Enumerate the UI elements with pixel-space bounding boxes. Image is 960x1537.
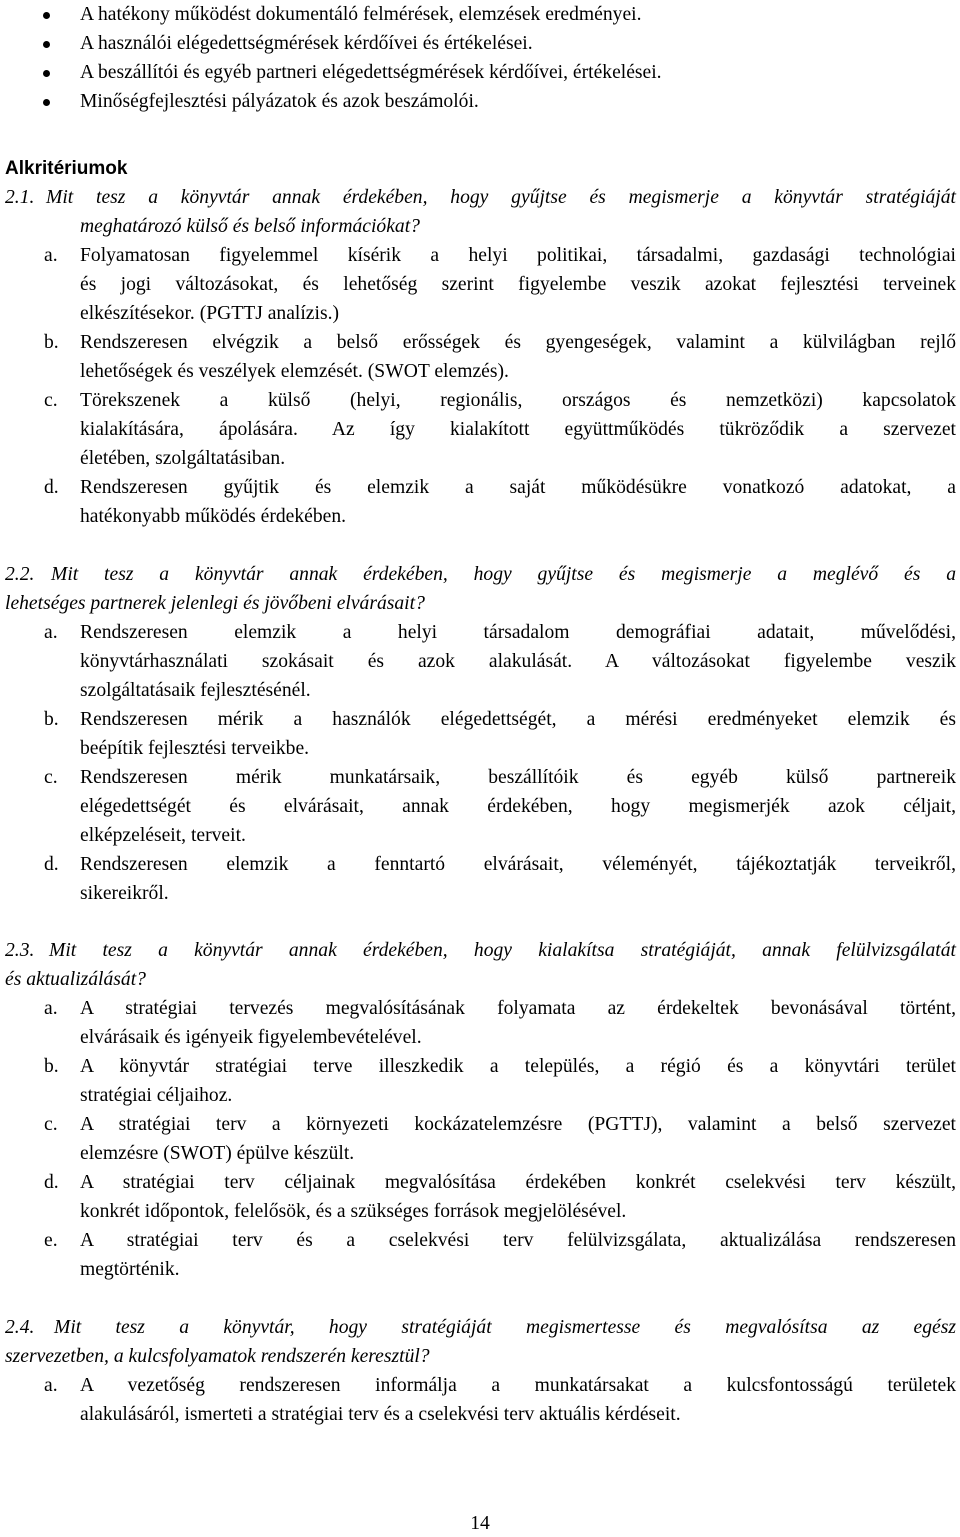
item-marker: b. (44, 709, 59, 730)
bullet-text: A használói elégedettségmérések kérdőívei és értékelései. (80, 33, 533, 54)
item-line: A stratégiai tervezés megvalósításának folyamata az érdekeltek bevonásával történt, (80, 998, 956, 1019)
item-line: szolgáltatásaik fejlesztésénél. (80, 680, 311, 701)
question-line: Mit tesz a könyvtár annak érdekében, hogy gyűjtse és megismerje a könyvtár stratégiáját (46, 187, 956, 208)
item-marker: a. (44, 245, 58, 266)
item-line: elképzeléseit, terveit. (80, 825, 246, 846)
item-line: megtörténik. (80, 1259, 180, 1280)
item-marker: a. (44, 998, 58, 1019)
section-number: 2.2. (5, 564, 35, 585)
item-line: hatékonyabb működés érdekében. (80, 506, 347, 527)
question-line: szervezetben, a kulcsfolyamatok rendszerén keresztül? (5, 1346, 430, 1367)
bullet-icon (43, 99, 50, 106)
item-marker: d. (44, 854, 59, 875)
item-line: Rendszeresen elemzik a helyi társadalom demográfiai adatait, művelődési, (80, 622, 956, 643)
item-marker: a. (44, 622, 58, 643)
item-line: A stratégiai terv céljainak megvalósítása érdekében konkrét cselekvési terv készült, (80, 1172, 956, 1193)
item-line: Törekszenek a külső (helyi, regionális, országos és nemzetközi) kapcsolatok (80, 390, 956, 411)
bullet-text: Minőségfejlesztési pályázatok és azok beszámolói. (80, 91, 479, 112)
item-line: stratégiai céljaihoz. (80, 1085, 233, 1106)
question-line: lehetséges partnerek jelenlegi és jövőbeni elvárásait? (5, 593, 425, 614)
item-line: A könyvtár stratégiai terve illeszkedik a település, a régió és a könyvtári terület (80, 1056, 956, 1077)
item-line: beépítik fejlesztési terveikbe. (80, 738, 310, 759)
item-marker: c. (44, 767, 58, 788)
question-line: Mit tesz a könyvtár annak érdekében, hogy kialakítsa stratégiáját, annak felülvizsgálatát (49, 940, 956, 961)
page-number: 14 (470, 1513, 490, 1534)
bullet-icon (43, 12, 50, 19)
item-marker: d. (44, 1172, 59, 1193)
bullet-text: A hatékony működést dokumentáló felmérések, elemzések eredményei. (80, 4, 642, 25)
item-line: sikereikről. (80, 883, 169, 904)
question-line: Mit tesz a könyvtár annak érdekében, hogy gyűjtse és megismerje a meglévő és a (51, 564, 956, 585)
question-line: meghatározó külső és belső információkat? (80, 216, 420, 237)
item-line: Rendszeresen elemzik a fenntartó elvárásait, véleményét, tájékoztatják terveikről, (80, 854, 956, 875)
section-heading: Alkritériumok (5, 158, 128, 179)
section-number: 2.3. (5, 940, 35, 961)
bullet-icon (43, 70, 50, 77)
item-line: A stratégiai terv a környezeti kockázatelemzésre (PGTTJ), valamint a belső szervezet (80, 1114, 956, 1135)
bullet-icon (43, 41, 50, 48)
item-line: életében, szolgáltatásiban. (80, 448, 286, 469)
question-line: Mit tesz a könyvtár, hogy stratégiáját megismertesse és megvalósítsa az egész (54, 1317, 956, 1338)
item-line: elégedettségét és elvárásait, annak érdekében, hogy megismerjék azok céljait, (80, 796, 956, 817)
item-line: Rendszeresen mérik a használók elégedettségét, a mérési eredményeket elemzik és (80, 709, 956, 730)
section-number: 2.1. (5, 187, 35, 208)
bullet-text: A beszállítói és egyéb partneri elégedettségmérések kérdőívei, értékelései. (80, 62, 662, 83)
item-line: konkrét időpontok, felelősök, és a szükséges források megjelölésével. (80, 1201, 627, 1222)
item-line: A stratégiai terv és a cselekvési terv felülvizsgálata, aktualizálása rendszeresen (80, 1230, 956, 1251)
item-line: elvárásaik és igényeik figyelembevételével. (80, 1027, 422, 1048)
item-line: kialakítására, ápolására. Az így kialakított együttműködés tükröződik a szervezet (80, 419, 956, 440)
item-marker: a. (44, 1375, 58, 1396)
item-marker: c. (44, 1114, 58, 1135)
item-marker: b. (44, 1056, 59, 1077)
item-line: könyvtárhasználati szokásait és azok alakulását. A változásokat figyelembe veszik (80, 651, 956, 672)
item-marker: c. (44, 390, 58, 411)
item-marker: b. (44, 332, 59, 353)
section-number: 2.4. (5, 1317, 35, 1338)
item-line: Rendszeresen elvégzik a belső erősségek és gyengeségek, valamint a külvilágban rejlő (80, 332, 956, 353)
item-line: Rendszeresen gyűjtik és elemzik a saját működésükre vonatkozó adatokat, a (80, 477, 956, 498)
item-line: és jogi változásokat, és lehetőség szerint figyelembe veszik azokat fejlesztési terveinek (80, 274, 956, 295)
item-marker: e. (44, 1230, 58, 1251)
item-line: alakulásáról, ismerteti a stratégiai terv és a cselekvési terv aktuális kérdéseit. (80, 1404, 681, 1425)
item-line: elemzésre (SWOT) épülve készült. (80, 1143, 355, 1164)
item-line: elkészítésekor. (PGTTJ analízis.) (80, 303, 339, 324)
item-line: Folyamatosan figyelemmel kísérik a helyi politikai, társadalmi, gazdasági technológiai (80, 245, 956, 266)
item-line: lehetőségek és veszélyek elemzését. (SWOT elemzés). (80, 361, 509, 382)
item-line: Rendszeresen mérik munkatársaik, beszállítóik és egyéb külső partnereik (80, 767, 956, 788)
item-line: A vezetőség rendszeresen informálja a munkatársakat a kulcsfontosságú területek (80, 1375, 956, 1396)
question-line: és aktualizálását? (5, 969, 146, 990)
item-marker: d. (44, 477, 59, 498)
